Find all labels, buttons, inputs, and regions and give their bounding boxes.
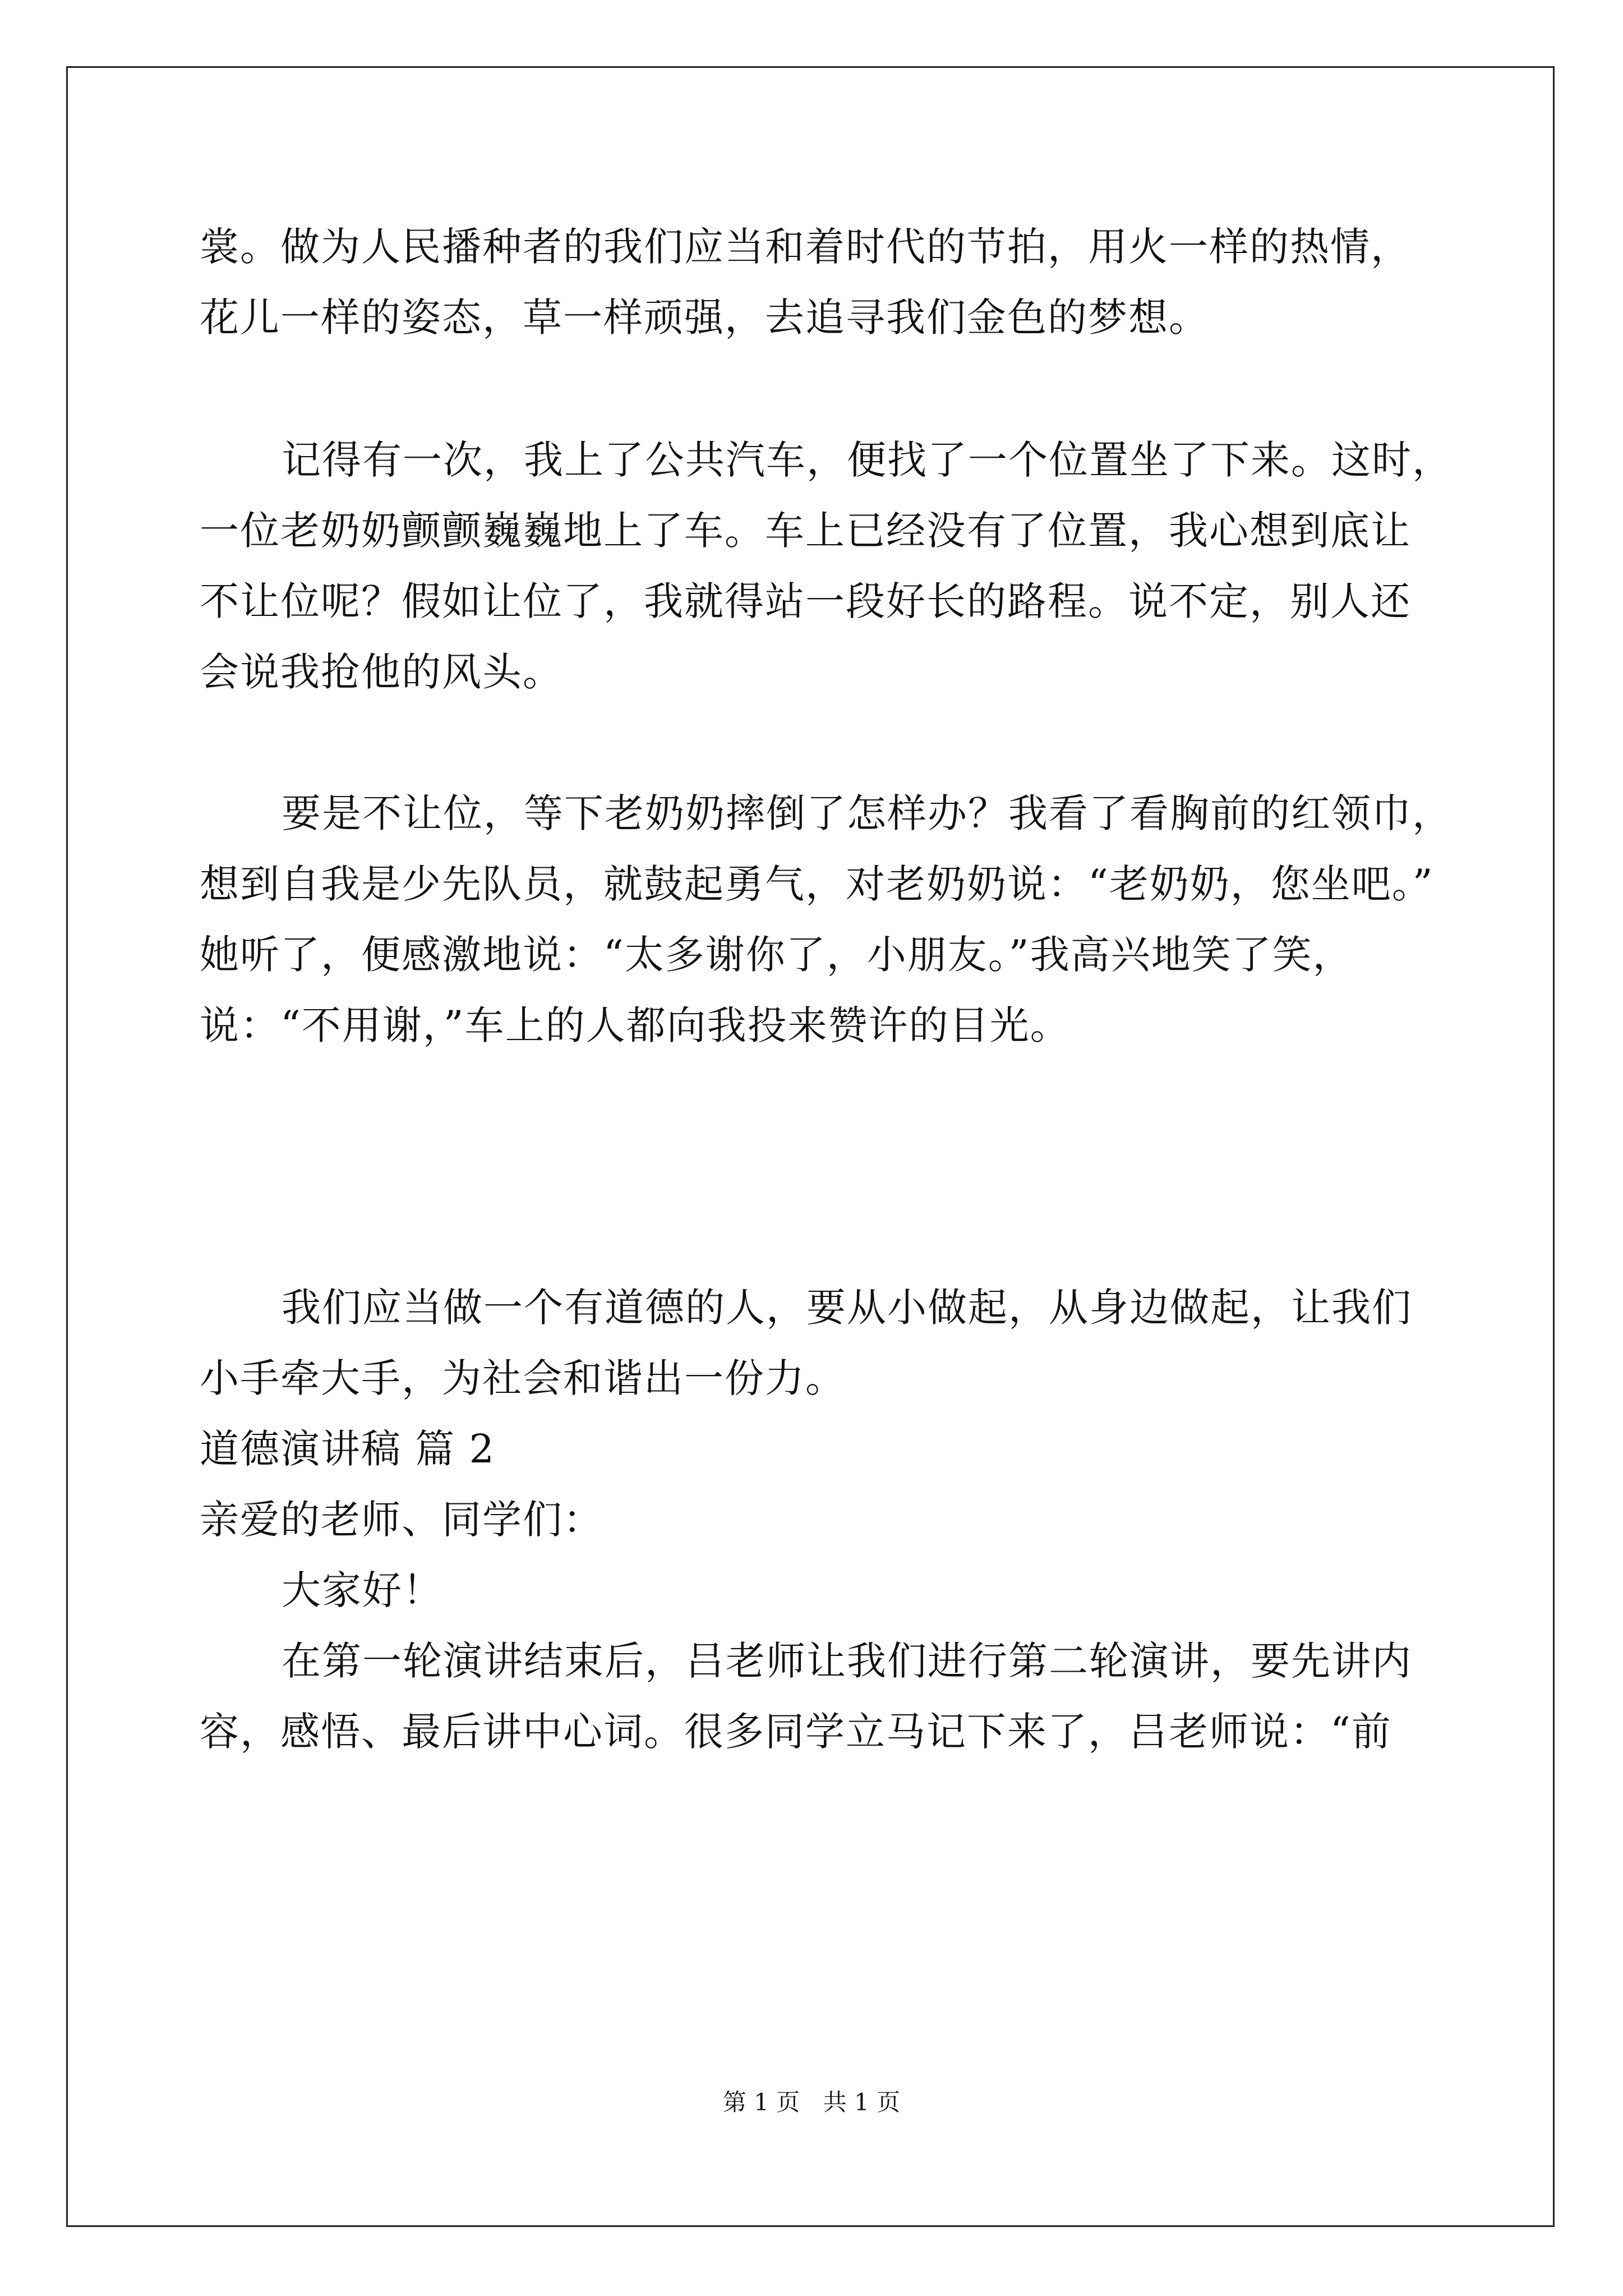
paragraph-start: 我们应当做一个有道德的人，要从小做起，从身边做起，让我们 [282,1285,1412,1331]
text-line: 说：“不用谢，”车上的人都向我投来赞许的目光。 [200,1002,1071,1048]
text-line: 会说我抢他的风头。 [200,649,563,695]
text-line: 不让位呢？假如让位了，我就得站一段好长的路程。说不定，别人还 [200,578,1411,624]
text-line: 花儿一样的姿态，草一样顽强，去追寻我们金色的梦想。 [200,295,1209,341]
page-footer [0,2086,1623,2119]
text-line: 小手牵大手，为社会和谐出一份力。 [200,1355,846,1401]
text-line: 裳。做为人民播种者的我们应当和着时代的节拍，用火一样的热情， [200,224,1411,270]
text-line: 一位老奶奶颤颤巍巍地上了车。车上已经没有了位置，我心想到底让 [200,508,1411,554]
text-line: 她听了，便感激地说：“太多谢你了，小朋友。”我高兴地笑了笑， [200,932,1353,978]
text-line: 想到自我是少先队员，就鼓起勇气，对老奶奶说：“老奶奶，您坐吧。” [200,861,1434,907]
paragraph-start: 要是不让位，等下老奶奶摔倒了怎样办？我看了看胸前的红领巾， [282,790,1453,836]
text-line: 容，感悟、最后讲中心词。很多同学立马记下来了，吕老师说：“前 [200,1709,1392,1755]
salutation: 亲爱的老师、同学们： [200,1497,603,1543]
page-number: 第 1 页 [722,2088,800,2116]
greeting: 大家好！ [282,1567,443,1613]
paragraph-start: 记得有一次，我上了公共汽车，便找了一个位置坐了下来。这时， [282,437,1453,483]
paragraph-start: 在第一轮演讲结束后，吕老师让我们进行第二轮演讲，要先讲内 [282,1638,1412,1684]
page-total: 共 1 页 [823,2088,901,2116]
page-border [66,66,1555,2227]
section-heading: 道德演讲稿 篇 2 [200,1426,496,1472]
